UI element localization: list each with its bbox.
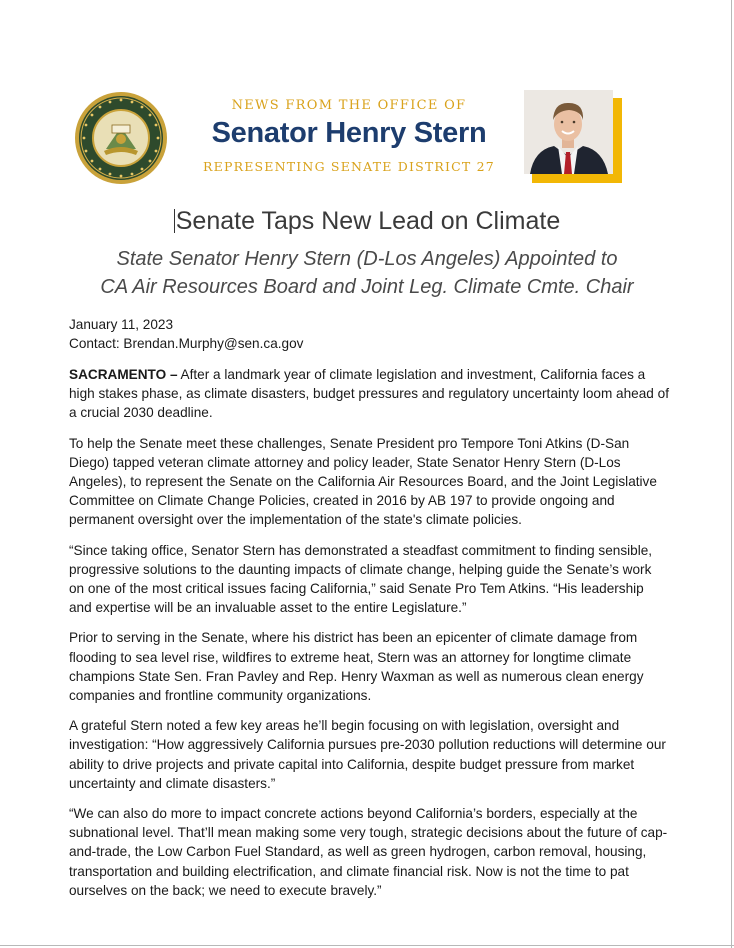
text-cursor — [174, 209, 175, 233]
masthead — [186, 95, 512, 174]
press-release-subtitle — [0, 245, 734, 301]
release-date: January 11, 2023 — [69, 317, 174, 332]
paragraph-1-text: After a landmark year of climate legislation and investment, California faces a high stakes phase, as climate disasters, budget pressures and regulatory uncertainty loom ahead of a crucial 2030 deadline. — [69, 367, 669, 421]
subtitle-line-1: State Senator Henry Stern (D-Los Angeles) Appointed to — [116, 248, 618, 270]
press-release-title — [0, 207, 734, 236]
subtitle-line-2: CA Air Resources Board and Joint Leg. Climate Cmte. Chair — [100, 276, 634, 298]
paragraph-1 — [69, 365, 669, 423]
paragraph-5: A grateful Stern noted a few key areas he’ll begin focusing on with legislation, oversight and investigation: “How aggressively California pursues pre-2030 pollution reductions will determine our ability to drive projects and private capital into California, despite budget pressure from market uncertainty and climate disasters.” — [69, 718, 666, 791]
senator-name-heading: Senator Henry Stern — [211, 117, 487, 149]
page-edge-right — [731, 0, 732, 948]
paragraph-3: “Since taking office, Senator Stern has demonstrated a steadfast commitment to finding sensible, progressive solutions to the daunting impacts of climate change, helping guide the Senate’s work on one of the most critical issues facing California,” said Senate Pro Tem Atkins. “His leadership and expertise will be an invaluable asset to the entire Legislature.” — [69, 542, 653, 616]
paragraph-6: “We can also do more to impact concrete actions beyond California’s borders, especially at the subnational level. That’ll mean making some very tough, strategic decisions about the future of cap-and-trade, the Low Carbon Fuel Standard, as well as green hydrogen, carbon removal, housing, transportation and building electrification, and climate financial risk. Now is not the time to pat ourselves on the back; we need to execute bravely.” — [69, 806, 668, 898]
release-contact: Contact: Brendan.Murphy@sen.ca.gov — [69, 336, 304, 351]
news-from-label: NEWS FROM THE OFFICE OF — [231, 98, 467, 113]
release-meta — [69, 315, 303, 353]
portrait-photo — [524, 90, 613, 174]
district-label: REPRESENTING SENATE DISTRICT 27 — [203, 159, 495, 174]
page-edge-bottom — [0, 945, 734, 946]
senator-portrait — [524, 90, 622, 183]
senate-seal-logo — [74, 91, 168, 185]
paragraph-2: To help the Senate meet these challenges, Senate President pro Tempore Toni Atkins (D-San Diego) tapped veteran climate attorney and policy leader, State Senator Henry Stern (D-Los Angeles), to represent the Senate on the California Air Resources Board, and the Joint Legislative Committee on Climate Change Policies, created in 2016 by AB 197 to provide ongoing and permanent oversight over the implementation of the state's climate policies. — [69, 435, 657, 528]
release-body — [69, 365, 669, 911]
title-text: Senate Taps New Lead on Climate — [175, 207, 561, 235]
dateline: SACRAMENTO – — [69, 367, 178, 382]
paragraph-4: Prior to serving in the Senate, where his district has been an epicenter of climate damage from flooding to sea level rise, wildfires to extreme heat, Stern was an attorney for longtime climate champions State Sen. Fran Pavley and Rep. Henry Waxman as well as numerous clean energy companies and frontline community organizations. — [69, 630, 644, 704]
